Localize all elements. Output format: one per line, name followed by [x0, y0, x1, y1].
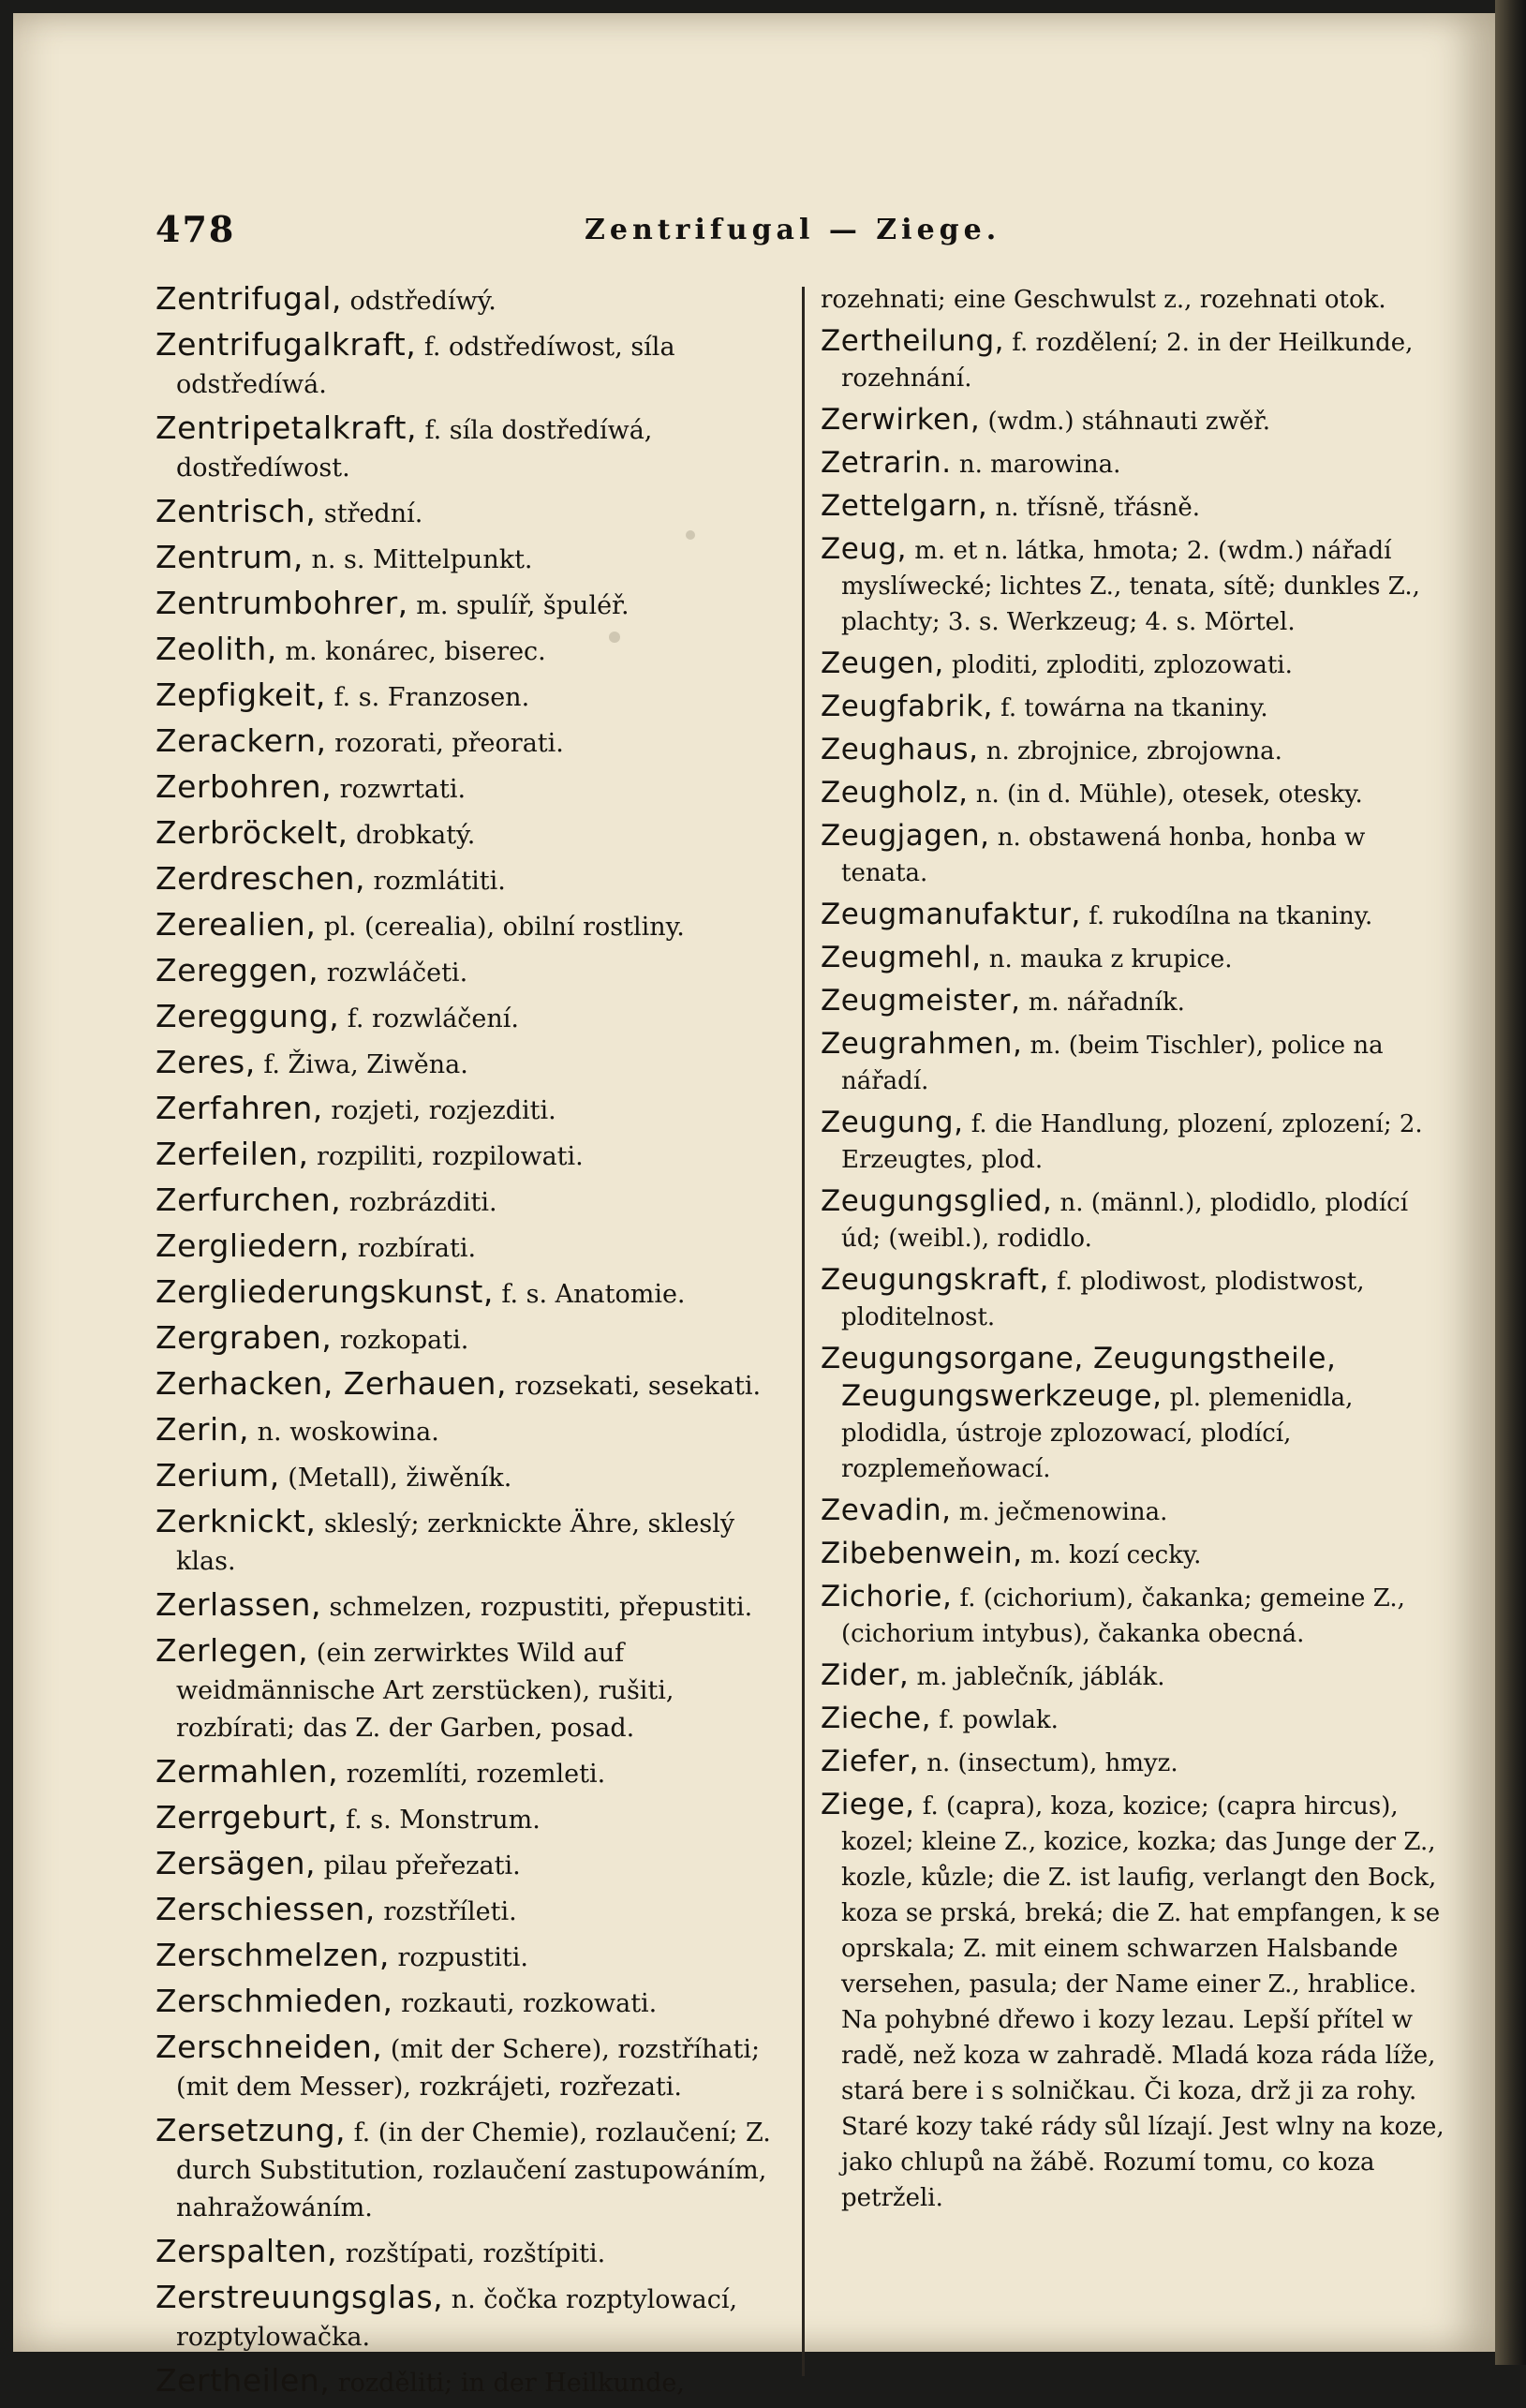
entry-definition: m. (beim Tischler), police na nářadí.: [841, 1032, 1384, 1095]
dictionary-entry: [821, 897, 1450, 934]
entry-headword: Zeugholz,: [821, 776, 969, 810]
entry-definition: n. (männl.), plodidlo, plodící úd; (weibl.), rodidlo.: [841, 1189, 1409, 1253]
entry-definition: pilau přeřezati.: [316, 1851, 521, 1880]
dictionary-entry: [821, 1744, 1450, 1781]
entry-definition: m. ječmenowina.: [951, 1498, 1168, 1526]
entry-headword: Zerknickt,: [156, 1503, 317, 1539]
entry-definition: n. zbrojnice, zbrojowna.: [978, 737, 1282, 766]
dictionary-entry: [821, 280, 1450, 318]
dictionary-entry: [156, 409, 791, 487]
entry-definition: f. rozdělení; 2. in der Heilkunde, rozehnání.: [841, 329, 1414, 393]
entry-headword: Zerin,: [156, 1411, 250, 1448]
entry-definition: m. konárec, biserec.: [276, 637, 546, 666]
entry-headword: Zerhacken, Zerhauen,: [156, 1365, 507, 1402]
entry-definition: (ein zerwirktes Wild auf weidmännische Art zerstücken), rušiti, rozbírati; das Z. der Garben, posad.: [176, 1639, 674, 1743]
entry-headword: Zibebenwein,: [821, 1537, 1023, 1570]
dictionary-entry: [821, 1579, 1450, 1652]
entry-headword: Zergraben,: [156, 1319, 333, 1356]
entry-headword: Zeugmanufaktur,: [821, 898, 1081, 931]
entry-definition: schmelzen, rozpustiti, přepustiti.: [320, 1593, 753, 1622]
entry-headword: Zeugjagen,: [821, 819, 990, 853]
dictionary-entry: [156, 1937, 791, 1977]
dictionary-entry: [821, 1657, 1450, 1695]
entry-headword: Zeugen,: [821, 647, 944, 680]
entry-headword: Zerlassen,: [156, 1586, 321, 1623]
page-number: 478: [156, 208, 236, 250]
entry-headword: Zerackern,: [156, 722, 327, 759]
page-smudge: [609, 632, 620, 643]
entry-headword: Zertheilen,: [156, 2362, 331, 2399]
entry-definition: f. powlak.: [931, 1706, 1059, 1734]
dictionary-entry: [156, 2233, 791, 2273]
page-smudge: [686, 530, 695, 540]
entry-definition: f. (capra), koza, kozice; (capra hircus), kozel; kleine Z., kozice, kozka; das Junge der Z., kozle, kůzle; die Z. ist laufig, verlangt den Bock, koza se prská, breká; die Z. hat empfangen, k se oprskala; Z. mit einem schwarzen Halsbande versehen, pasula; der Name einer Z., hrablice. Na pohybné dřewo i kozy lezau. Lepší přítel w radě, než koza w zahradě. Mladá koza ráda líže, stará bere i s solničkau. Či koza, drž ji za rohy. Staré kozy také rády sůl lízají. Jest wlny na koze, jako chlupů na žábě. Rozumí tomu, co koza petrželi.: [841, 1792, 1445, 2212]
entry-headword: Zeughaus,: [821, 733, 979, 766]
running-head: Zentrifugal — Ziege.: [585, 214, 1001, 246]
dictionary-entry: [156, 1136, 791, 1176]
dictionary-entry: [156, 1891, 791, 1931]
entry-headword: Zepfigkeit,: [156, 676, 326, 713]
dictionary-entry: [156, 1586, 791, 1627]
entry-definition: n. třísně, třásně.: [987, 494, 1201, 522]
entry-definition: f. towárna na tkaniny.: [992, 694, 1268, 722]
dictionary-entry: [156, 1799, 791, 1839]
entry-headword: Zerfurchen,: [156, 1182, 342, 1218]
entry-definition: rozwrtati.: [332, 775, 467, 804]
entry-definition: střední.: [316, 499, 423, 528]
dictionary-entry: [156, 2362, 791, 2402]
entry-headword: Zentrum,: [156, 539, 304, 575]
dictionary-entry: [821, 1787, 1450, 2216]
dictionary-entry: [821, 1701, 1450, 1738]
entry-definition: n. woskowina.: [249, 1418, 439, 1447]
entry-headword: Zerspalten,: [156, 2233, 338, 2269]
entry-headword: Zevadin,: [821, 1494, 952, 1527]
dictionary-entry: [156, 493, 791, 533]
dictionary-entry: [156, 631, 791, 671]
entry-headword: Zentrisch,: [156, 493, 317, 529]
entry-definition: rozjeti, rozjezditi.: [322, 1096, 556, 1125]
entry-headword: Zider,: [821, 1658, 910, 1692]
entry-headword: Zieche,: [821, 1702, 932, 1735]
entry-definition: n. čočka rozptylowací, rozptylowačka.: [176, 2285, 738, 2352]
entry-headword: Zerium,: [156, 1457, 280, 1494]
dictionary-entry: [156, 676, 791, 717]
entry-definition: m. et n. látka, hmota; 2. (wdm.) nářadí myslíwecké; lichtes Z., tenata, sítě; dunkles Z., plachty; 3. s. Werkzeug; 4. s. Mörtel.: [841, 537, 1420, 636]
dictionary-entry: [156, 2029, 791, 2106]
entry-headword: Zeugrahmen,: [821, 1027, 1023, 1061]
dictionary-entry: [156, 1182, 791, 1222]
dictionary-entry: [156, 998, 791, 1038]
entry-definition: (Metall), žiwěník.: [279, 1464, 512, 1493]
entry-headword: Zentripetalkraft,: [156, 409, 417, 446]
dictionary-entry: [821, 1536, 1450, 1573]
entry-definition: pl. (cerealia), obilní rostliny.: [316, 913, 685, 942]
dictionary-entry: [821, 1026, 1450, 1099]
dictionary-entry: [156, 2112, 791, 2227]
entry-definition: n. (in d. Mühle), otesek, otesky.: [968, 780, 1363, 809]
entry-headword: Zereggung,: [156, 998, 340, 1034]
entry-definition: rozmlátiti.: [364, 867, 506, 896]
dictionary-entry: [156, 906, 791, 946]
entry-headword: Zerfahren,: [156, 1090, 323, 1126]
entry-definition: n. marowina.: [951, 451, 1121, 479]
entry-definition: n. obstawená honba, honba w tenata.: [841, 824, 1366, 887]
entry-headword: Zeugung,: [821, 1106, 964, 1139]
entry-definition: m. spulíř, špuléř.: [407, 591, 630, 620]
entry-definition: n. (insectum), hmyz.: [919, 1749, 1178, 1777]
entry-headword: Zerschmieden,: [156, 1983, 393, 2019]
entry-headword: Zergliederungskunst,: [156, 1273, 494, 1310]
entry-headword: Zeug,: [821, 532, 907, 566]
entry-definition: rozkopati.: [332, 1326, 469, 1355]
entry-headword: Zergliedern,: [156, 1227, 350, 1264]
dictionary-entry: [821, 1341, 1450, 1487]
entry-definition: odstředíwý.: [341, 287, 496, 316]
column-divider: [802, 287, 805, 2376]
entry-definition: (mit der Schere), rozstříhati; (mit dem Messer), rozkrájeti, rozřezati.: [176, 2035, 761, 2102]
entry-definition: n. s. Mittelpunkt.: [303, 545, 533, 574]
dictionary-entry: [821, 531, 1450, 640]
entry-definition: f. rukodílna na tkaniny.: [1080, 902, 1373, 930]
dictionary-entry: [156, 952, 791, 992]
entry-definition: m. jablečník, jáblák.: [909, 1663, 1165, 1691]
entry-headword: Zerschmelzen,: [156, 1937, 390, 1973]
entry-definition: skleslý; zerknickte Ähre, skleslý klas.: [176, 1509, 735, 1576]
entry-definition: (wdm.) stáhnauti zwěř.: [980, 408, 1271, 436]
entry-headword: Zerbohren,: [156, 768, 333, 805]
entry-headword: Zentrifugalkraft,: [156, 326, 417, 363]
dictionary-entry: [156, 326, 791, 404]
entry-definition: rozštípati, rozštípiti.: [337, 2239, 606, 2268]
entry-headword: Zentrifugal,: [156, 280, 342, 317]
entry-headword: Zersetzung,: [156, 2112, 347, 2148]
dictionary-entry: [156, 722, 791, 763]
entry-definition: rozwláčeti.: [319, 959, 468, 988]
right-column: [821, 280, 1450, 2222]
entry-headword: Zerbröckelt,: [156, 814, 348, 851]
entry-headword: Zerfeilen,: [156, 1136, 309, 1172]
entry-definition: ploditi, zploditi, zplozowati.: [943, 651, 1293, 679]
entry-definition: f. plodiwost, plodistwost, ploditelnost.: [841, 1268, 1365, 1331]
dictionary-entry: [821, 940, 1450, 977]
dictionary-entry: [821, 1262, 1450, 1335]
entry-headword: Zertheilung,: [821, 324, 1004, 358]
dictionary-entry: [156, 1845, 791, 1885]
dictionary-entry: [821, 818, 1450, 891]
dictionary-entry: [821, 488, 1450, 526]
entry-definition: m. kozí cecky.: [1022, 1541, 1202, 1569]
dictionary-entry: [156, 814, 791, 855]
dictionary-entry: [156, 1090, 791, 1130]
entry-definition: rozděliti; in der Heilkunde,: [330, 2369, 685, 2398]
entry-headword: Zichorie,: [821, 1580, 953, 1613]
entry-headword: Zeugungskraft,: [821, 1263, 1049, 1297]
dictionary-entry: [821, 1493, 1450, 1530]
dictionary-entry: [821, 689, 1450, 726]
entry-headword: Zerealien,: [156, 906, 317, 943]
book-page: [13, 13, 1495, 2399]
dictionary-entry: [156, 539, 791, 579]
dictionary-entry: [156, 860, 791, 900]
entry-headword: Zerschneiden,: [156, 2029, 383, 2065]
entry-headword: Zeugungsorgane, Zeugungstheile, Zeugungswerkzeuge,: [821, 1342, 1337, 1413]
entry-headword: Zereggen,: [156, 952, 319, 988]
entry-definition: rozehnati; eine Geschwulst z., rozehnati otok.: [821, 286, 1386, 314]
dictionary-entry: [156, 1044, 791, 1084]
entry-definition: f. rozwláčení.: [339, 1004, 519, 1033]
dictionary-entry: [821, 775, 1450, 812]
entry-definition: f. síla dostředíwá, dostředíwost.: [176, 416, 653, 483]
left-column: [156, 280, 791, 2408]
entry-definition: rozorati, přeorati.: [326, 729, 564, 758]
entry-definition: rozpiliti, rozpilowati.: [308, 1142, 584, 1171]
entry-definition: f. die Handlung, plození, zplození; 2. Erzeugtes, plod.: [841, 1110, 1423, 1174]
entry-definition: n. mauka z krupice.: [981, 945, 1233, 974]
dictionary-entry: [156, 1457, 791, 1497]
dictionary-entry: [156, 1632, 791, 1747]
dictionary-entry: [156, 1365, 791, 1405]
entry-headword: Zeolith,: [156, 631, 277, 667]
entry-headword: Zeugungsglied,: [821, 1184, 1053, 1218]
entry-headword: Zeugmehl,: [821, 941, 982, 974]
dictionary-entry: [156, 1753, 791, 1793]
dictionary-entry: [821, 402, 1450, 439]
dictionary-entry: [821, 1105, 1450, 1178]
entry-headword: Zettelgarn,: [821, 489, 988, 523]
dictionary-entry: [821, 1183, 1450, 1256]
entry-headword: Zeugmeister,: [821, 984, 1021, 1018]
entry-definition: f. s. Franzosen.: [325, 683, 530, 712]
entry-headword: Zeugfabrik,: [821, 690, 993, 723]
entry-definition: f. s. Anatomie.: [493, 1280, 686, 1309]
entry-definition: f. (in der Chemie), rozlaučení; Z. durch Substitution, rozlaučení zastupowáním, nahražowáním.: [176, 2118, 771, 2222]
entry-headword: Zeres,: [156, 1044, 256, 1080]
entry-headword: Ziefer,: [821, 1745, 920, 1778]
entry-definition: f. Žiwa, Ziwěna.: [255, 1050, 468, 1079]
dictionary-entry: [821, 646, 1450, 683]
entry-definition: rozsekati, sesekati.: [506, 1372, 762, 1401]
dictionary-entry: [156, 1319, 791, 1360]
dictionary-entry: [156, 585, 791, 625]
entry-definition: drobkatý.: [348, 821, 476, 850]
entry-headword: Zerrgeburt,: [156, 1799, 338, 1836]
entry-definition: rozbrázditi.: [341, 1188, 497, 1217]
entry-definition: rozbírati.: [349, 1234, 477, 1263]
entry-headword: Zentrumbohrer,: [156, 585, 408, 621]
entry-definition: pl. plemenidla, plodidla, ústroje zplozowací, plodící, rozplemeňowací.: [841, 1384, 1354, 1483]
entry-definition: m. nářadník.: [1020, 988, 1185, 1017]
entry-definition: rozkauti, rozkowati.: [393, 1989, 658, 2018]
entry-headword: Zerlegen,: [156, 1632, 309, 1669]
entry-headword: Zetrarin.: [821, 446, 952, 480]
entry-headword: Zerstreuungsglas,: [156, 2279, 444, 2315]
entry-headword: Ziege,: [821, 1788, 915, 1821]
entry-headword: Zerdreschen,: [156, 860, 365, 897]
entry-definition: f. s. Monstrum.: [337, 1806, 541, 1835]
dictionary-entry: [156, 1503, 791, 1581]
entry-definition: rozpustiti.: [389, 1943, 528, 1972]
dictionary-entry: [156, 1227, 791, 1268]
dictionary-entry: [156, 1411, 791, 1451]
entry-definition: rozstříleti.: [375, 1897, 517, 1926]
entry-definition: f. (cichorium), čakanka; gemeine Z., (cichorium intybus), čakanka obecná.: [841, 1584, 1405, 1648]
entry-definition: rozemlíti, rozemleti.: [338, 1760, 606, 1789]
dictionary-entry: [156, 280, 791, 320]
dictionary-entry: [156, 768, 791, 809]
entry-headword: Zerwirken,: [821, 403, 981, 437]
dictionary-entry: [821, 732, 1450, 769]
dictionary-entry: [821, 983, 1450, 1020]
page-edge: [1495, 0, 1526, 2365]
dictionary-entry: [156, 2279, 791, 2356]
dictionary-entry: [821, 323, 1450, 396]
dictionary-entry: [156, 1273, 791, 1314]
dictionary-entry: [156, 1983, 791, 2023]
entry-headword: Zerschiessen,: [156, 1891, 376, 1927]
entry-headword: Zersägen,: [156, 1845, 317, 1881]
dictionary-entry: [821, 445, 1450, 483]
entry-headword: Zermahlen,: [156, 1753, 339, 1790]
entry-definition: f. odstředíwost, síla odstředíwá.: [176, 333, 675, 399]
